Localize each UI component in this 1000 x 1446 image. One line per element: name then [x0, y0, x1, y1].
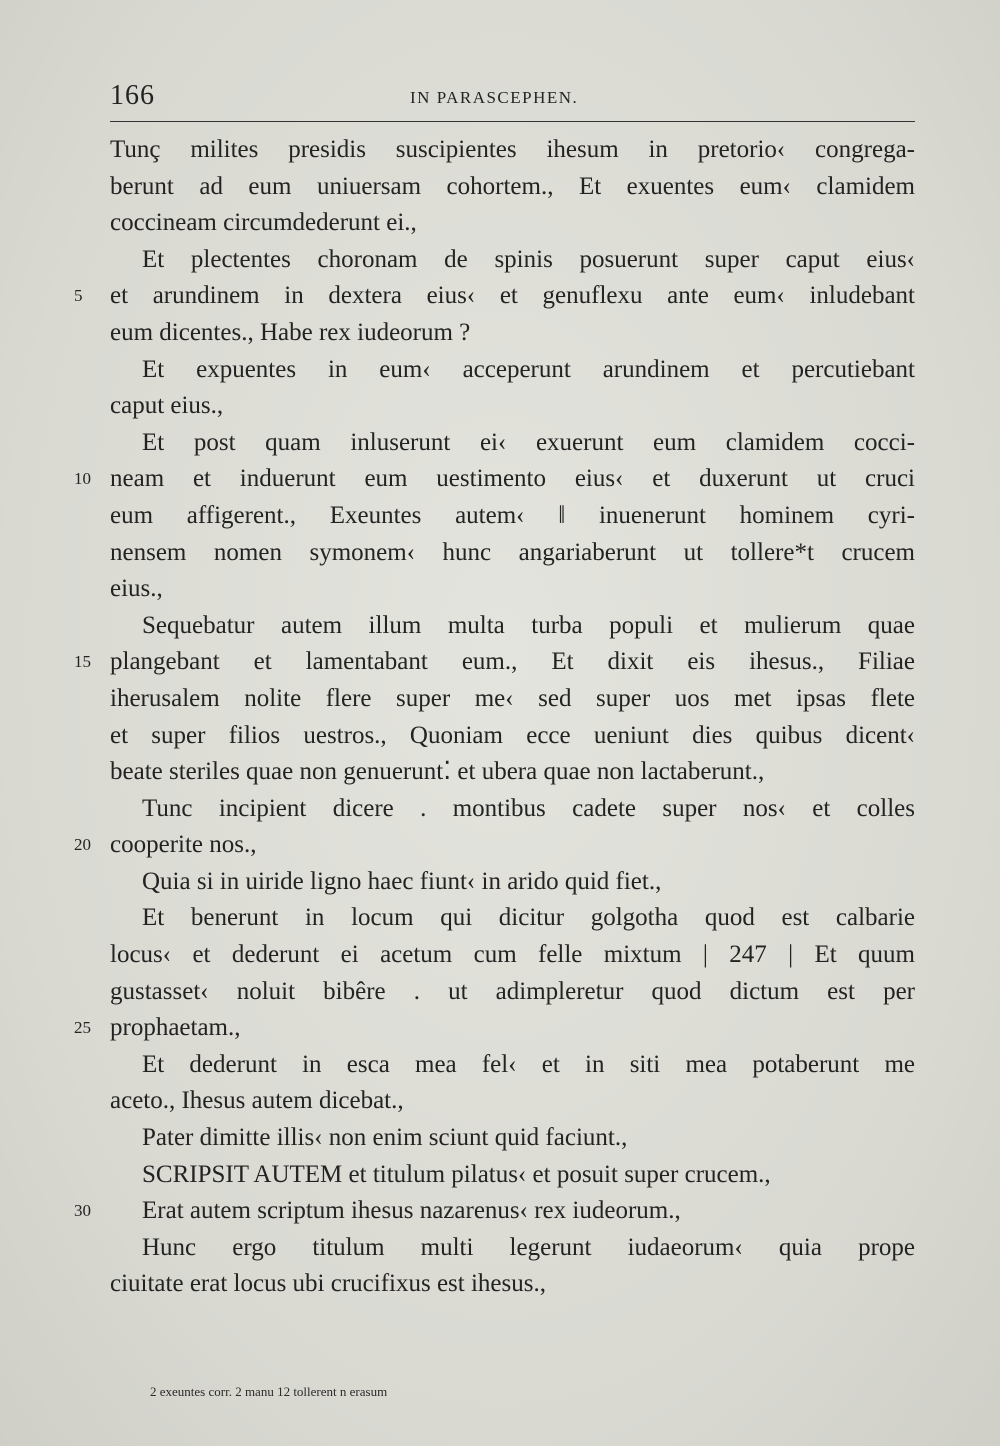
text-line — [74, 1010, 915, 1047]
line-text: cooperite nos., — [110, 831, 257, 859]
text-line — [110, 571, 915, 608]
running-head: IN PARASCEPHEN. — [410, 88, 579, 107]
footnote: 2 exeuntes corr. 2 manu 12 tollerent n erasum — [150, 1384, 388, 1399]
body-text — [74, 132, 915, 1303]
line-text: gustasset‹ noluit bibêre . ut adimpleretur quod dictum est per — [110, 977, 915, 1005]
line-text: berunt ad eum uniuersam cohortem., Et exuentes eum‹ clamidem — [110, 172, 915, 200]
text-line — [110, 1230, 915, 1267]
text-line — [110, 242, 915, 279]
line-text: Et expuentes in eum‹ acceperunt arundinem et percutiebant — [142, 355, 915, 383]
text-line — [110, 1266, 915, 1303]
line-text: Et plectentes choronam de spinis posuerunt super caput eius‹ — [142, 245, 915, 273]
line-text: locus‹ et dederunt ei acetum cum felle mixtum | 247 | Et quum — [110, 941, 915, 969]
text-line — [110, 498, 915, 535]
text-line — [110, 900, 915, 937]
line-text: et arundinem in dextera eius‹ et genuflexu ante eum‹ inludebant — [110, 282, 915, 310]
text-line — [74, 827, 915, 864]
line-text: Et dederunt in esca mea fel‹ et in siti mea potaberunt me — [142, 1050, 915, 1078]
text-line — [110, 132, 915, 169]
text-line — [74, 461, 915, 498]
line-number: 15 — [74, 652, 91, 672]
text-line — [110, 315, 915, 352]
text-line — [74, 644, 915, 681]
line-text: Sequebatur autem illum multa turba populi et mulierum quae — [142, 611, 915, 639]
header-rule — [110, 121, 915, 122]
line-text: et super filios uestros., Quoniam ecce ueniunt dies quibus dicent‹ — [110, 721, 915, 749]
text-line — [110, 681, 915, 718]
text-line — [110, 791, 915, 828]
text-line — [110, 754, 915, 791]
line-text: Hunc ergo titulum multi legerunt iudaeorum‹ quia prope — [142, 1233, 915, 1261]
line-text: beate steriles quae non genuerunt⁚ et ubera quae non lactaberunt., — [110, 758, 765, 786]
line-text: eius., — [110, 575, 163, 603]
line-text: nensem nomen symonem‹ hunc angariaberunt ut tollere*t crucem — [110, 538, 915, 566]
line-text: caput eius., — [110, 392, 224, 420]
line-text: eum dicentes., Habe rex iudeorum ? — [110, 318, 471, 346]
text-line — [74, 1193, 915, 1230]
line-text: iherusalem nolite flere super me‹ sed super uos met ipsas flete — [110, 684, 915, 712]
text-line — [110, 1157, 915, 1194]
text-line — [110, 535, 915, 572]
text-line — [110, 205, 915, 242]
text-line — [110, 718, 915, 755]
text-line — [110, 352, 915, 389]
line-text: Tunç milites presidis suscipientes ihesum in pretorio‹ congrega- — [110, 136, 915, 163]
text-line — [110, 425, 915, 462]
text-line — [110, 388, 915, 425]
line-number: 20 — [74, 835, 91, 855]
line-number: 10 — [74, 469, 91, 489]
line-number: 30 — [74, 1201, 91, 1221]
line-text: Et post quam inluserunt ei‹ exuerunt eum clamidem cocci- — [142, 428, 915, 456]
line-text: Quia si in uiride ligno haec fiunt‹ in arido quid fiet., — [142, 867, 662, 895]
line-text: coccineam circumdederunt ei., — [110, 209, 417, 237]
line-number: 5 — [74, 286, 83, 306]
line-text: aceto., Ihesus autem dicebat., — [110, 1087, 404, 1115]
line-text: Erat autem scriptum ihesus nazarenus‹ rex iudeorum., — [142, 1197, 681, 1225]
line-text: plangebant et lamentabant eum., Et dixit eis ihesus., Filiae — [110, 648, 915, 676]
text-line — [110, 169, 915, 206]
text-line — [110, 864, 915, 901]
line-text: Tunc incipient dicere . montibus cadete super nos‹ et colles — [142, 794, 915, 822]
page-header — [110, 80, 915, 114]
line-text: eum affigerent., Exeuntes autem‹ ‖ inuenerunt hominem cyri- — [110, 501, 915, 529]
line-text: Pater dimitte illis‹ non enim sciunt quid faciunt., — [142, 1124, 628, 1152]
line-text: prophaetam., — [110, 1014, 241, 1042]
line-text: SCRIPSIT AUTEM et titulum pilatus‹ et posuit super crucem., — [142, 1160, 771, 1188]
text-line — [110, 1120, 915, 1157]
page-number: 166 — [110, 80, 155, 111]
line-text: ciuitate erat locus ubi crucifixus est ihesus., — [110, 1270, 546, 1298]
text-line — [110, 1083, 915, 1120]
text-line — [110, 974, 915, 1011]
line-number: 25 — [74, 1018, 91, 1038]
text-line — [110, 937, 915, 974]
text-line — [110, 608, 915, 645]
text-line — [74, 278, 915, 315]
line-text: Et benerunt in locum qui dicitur golgotha quod est calbarie — [142, 904, 915, 932]
line-text: neam et induerunt eum uestimento eius‹ et duxerunt ut cruci — [110, 465, 915, 493]
text-line — [110, 1047, 915, 1084]
